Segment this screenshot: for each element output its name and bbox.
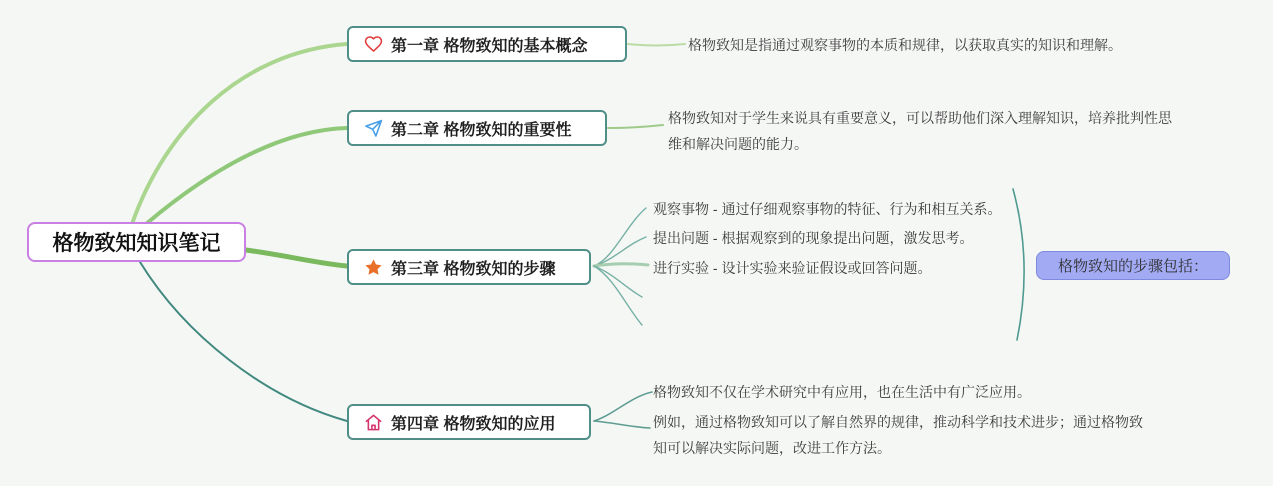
note-chapter3-step2[interactable]: 提出问题 - 根据观察到的现象提出问题，激发思考。 [653,230,974,246]
paper-plane-icon [364,119,383,138]
note-chapter3-step1[interactable]: 观察事物 - 通过仔细观察事物的特征、行为和相互关系。 [653,201,1002,217]
root-topic[interactable] [27,222,246,262]
fan-line-ch3-2 [594,237,646,266]
branch-chapter2 [146,128,347,224]
root-topic-label: 格物致知知识笔记 [52,232,221,255]
star-icon [364,258,383,277]
topic-chapter1[interactable] [347,26,627,62]
note-chapter4-line2[interactable]: 例如，通过格物致知可以了解自然界的规律，推动科学和技术进步；通过格物致知可以解决实际问题，改进工作方法。 [653,414,1143,456]
note-chapter4-line1[interactable]: 格物致知不仅在学术研究中有应用，也在生活中有广泛应用。 [653,384,1031,400]
fan-line-ch3-3 [594,264,648,266]
fan-line-ch4-2 [594,421,650,428]
home-icon [364,413,383,432]
summary-callout[interactable] [1036,251,1230,280]
branch-chapter1 [132,44,347,224]
topic-chapter2-label: 第二章 格物致知的重要性 [391,121,572,139]
note-chapter1[interactable]: 格物致知是指通过观察事物的本质和规律，以获取真实的知识和理解。 [688,37,1122,53]
topic-chapter3-label: 第三章 格物致知的步骤 [391,260,556,278]
fan-line-ch4-1 [594,392,652,421]
note-chapter2[interactable]: 格物致知对于学生来说具有重要意义，可以帮助他们深入理解知识，培养批判性思维和解决问题的能力。 [668,110,1172,152]
leaf-line-ch1 [628,44,685,46]
summary-callout-label: 格物致知的步骤包括： [1057,258,1208,275]
topic-chapter2[interactable] [347,110,607,146]
fan-line-ch3-4 [594,266,642,297]
topic-chapter1-label: 第一章 格物致知的基本概念 [391,37,588,55]
heart-icon [364,35,383,54]
topic-chapter3[interactable] [347,249,591,285]
note-chapter3-step3[interactable]: 进行实验 - 设计实验来验证假设或回答问题。 [653,260,932,276]
summary-brace [1013,189,1024,340]
branch-chapter4 [140,262,347,421]
topic-chapter4-label: 第四章 格物致知的应用 [391,415,556,433]
fan-line-ch3-1 [594,208,646,266]
leaf-line-ch2 [608,125,663,128]
fan-line-ch3-5 [594,266,642,325]
branch-chapter3 [246,250,347,266]
topic-chapter4[interactable] [347,404,591,440]
